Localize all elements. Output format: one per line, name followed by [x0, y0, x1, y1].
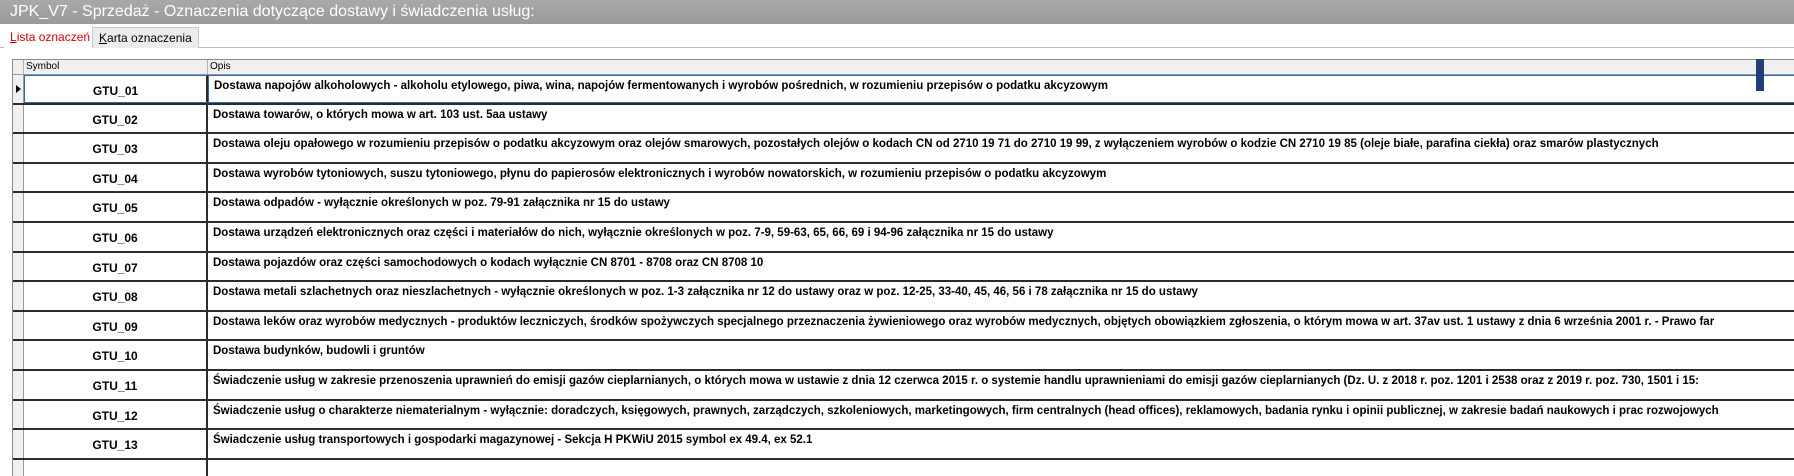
cell-opis[interactable]: Dostawa oleju opałowego w rozumieniu przepisów o podatku akcyzowym oraz olejów smarowych, pozostałych olejów o kodach CN od 2710 19 71 do 2710 19 99, z wyłączeniem wyrobów o kodzie CN 2710 19 85 (oleje białe, parafina ciekła) oraz smarów plastycznych — [213, 138, 1659, 151]
header-opis[interactable]: Opis — [210, 61, 231, 72]
table-row[interactable] — [13, 223, 1794, 253]
cell-symbol[interactable]: GTU_03 — [24, 134, 208, 162]
window-title: JPK_V7 - Sprzedaż - Oznaczenia dotyczące dostawy i świadczenia usług: — [0, 0, 1794, 24]
cell-symbol[interactable] — [24, 460, 208, 476]
row-indicator[interactable] — [13, 105, 24, 133]
row-indicator[interactable] — [13, 312, 24, 340]
tab-lista-oznaczen[interactable] — [4, 27, 96, 48]
cell-symbol[interactable]: GTU_11 — [24, 371, 208, 399]
cell-symbol[interactable]: GTU_05 — [24, 193, 208, 221]
table-row[interactable] — [13, 75, 1794, 105]
cell-symbol[interactable]: GTU_13 — [24, 430, 208, 458]
tab-lista-oznaczen-hotkey: L — [10, 30, 17, 44]
cell-symbol[interactable]: GTU_04 — [24, 164, 208, 192]
cell-opis[interactable]: Świadczenie usług w zakresie przenoszenia uprawnień do emisji gazów cieplarnianych, o których mowa w ustawie z dnia 12 czerwca 2015 r. o systemie handlu uprawnieniami do emisji gazów cieplarnianych (Dz. U. z 2018 r. poz. 1201 i 2538 oraz z 2019 r. poz. 730, 1501 i 15: — [213, 374, 1699, 387]
cell-opis[interactable]: Dostawa towarów, o których mowa w art. 103 ust. 5aa ustawy — [213, 108, 548, 121]
row-indicator[interactable] — [13, 371, 24, 399]
tab-lista-oznaczen-label: ista oznaczeń — [16, 30, 91, 44]
cell-opis[interactable]: Dostawa leków oraz wyrobów medycznych - produktów leczniczych, środków spożywczych specjalnego przeznaczenia żywieniowego oraz wyrobów medycznych, objętych obowiązkiem zgłoszenia, o którym mowa w art. 37av ust. 1 ustawy z dnia 6 września 2001 r. - Prawo far — [213, 315, 1715, 328]
table-row[interactable] — [13, 401, 1794, 431]
cell-opis[interactable]: Dostawa urządzeń elektronicznych oraz części i materiałów do nich, wyłącznie określonych w poz. 7-9, 59-63, 65, 66, 69 i 94-96 załącznika nr 15 do ustawy — [213, 226, 1054, 239]
row-indicator[interactable] — [13, 401, 24, 429]
tab-karta-oznaczenia-label: arta oznaczenia — [107, 31, 192, 45]
cell-opis[interactable]: Dostawa napojów alkoholowych - alkoholu etylowego, piwa, wina, napojów fermentowanych i wyrobów pośrednich, w rozumieniu przepisów o podatku akcyzowym — [208, 75, 1794, 103]
cell-symbol[interactable]: GTU_10 — [24, 341, 208, 369]
cell-opis[interactable]: Dostawa pojazdów oraz części samochodowych o kodach wyłącznie CN 8701 - 8708 oraz CN 8708 10 — [213, 256, 764, 269]
cell-opis[interactable]: Dostawa budynków, budowli i gruntów — [213, 345, 425, 358]
row-indicator[interactable] — [13, 341, 24, 369]
tab-bar — [0, 24, 1794, 48]
table-row[interactable] — [13, 193, 1794, 223]
current-row-arrow-icon — [16, 85, 21, 93]
tab-karta-oznaczenia-hotkey: K — [99, 31, 108, 45]
table-row[interactable] — [13, 430, 1794, 460]
cell-symbol[interactable]: GTU_08 — [24, 282, 208, 310]
table-row[interactable] — [13, 341, 1794, 371]
scrollbar-thumb[interactable] — [1756, 59, 1764, 91]
cell-symbol[interactable]: GTU_07 — [24, 253, 208, 281]
row-indicator[interactable] — [13, 253, 24, 281]
row-indicator[interactable] — [13, 134, 24, 162]
cell-symbol[interactable]: GTU_02 — [24, 105, 208, 133]
cell-symbol[interactable]: GTU_09 — [24, 312, 208, 340]
cell-opis[interactable]: Świadczenie usług transportowych i gospodarki magazynowej - Sekcja H PKWiU 2015 symbol ex 49.4, ex 52.1 — [213, 434, 813, 447]
row-indicator[interactable] — [13, 164, 24, 192]
cell-symbol[interactable]: GTU_12 — [24, 401, 208, 429]
cell-symbol[interactable]: GTU_06 — [24, 223, 208, 251]
cell-opis[interactable]: Dostawa metali szlachetnych oraz nieszlachetnych - wyłącznie określonych w poz. 1-3 załącznika nr 12 do ustawy oraz w poz. 12-25, 33-40, 45, 46, 56 i 78 załącznika nr 15 do ustawy — [213, 286, 1198, 299]
row-indicator[interactable] — [13, 460, 24, 476]
grid-header — [13, 60, 1794, 75]
tab-karta-oznaczenia[interactable] — [92, 27, 199, 48]
empty-row[interactable] — [13, 460, 1794, 476]
table-row[interactable] — [13, 312, 1794, 342]
table-row[interactable] — [13, 282, 1794, 312]
header-indicator — [13, 60, 24, 74]
table-row[interactable] — [13, 134, 1794, 164]
cell-symbol[interactable]: GTU_01 — [24, 75, 208, 103]
table-row[interactable] — [13, 371, 1794, 401]
header-symbol[interactable]: Symbol — [24, 60, 208, 74]
cell-opis[interactable]: Dostawa wyrobów tytoniowych, suszu tytoniowego, płynu do papierosów elektronicznych i wyrobów nowatorskich, w rozumieniu przepisów o podatku akcyzowym — [213, 167, 1107, 180]
table-row[interactable] — [13, 164, 1794, 194]
designations-grid[interactable] — [12, 59, 1794, 476]
table-row[interactable] — [13, 253, 1794, 283]
row-indicator[interactable] — [13, 282, 24, 310]
grid-rows — [13, 75, 1794, 476]
cell-opis[interactable]: Dostawa odpadów - wyłącznie określonych w poz. 79-91 załącznika nr 15 do ustawy — [213, 197, 670, 210]
cell-opis[interactable]: Świadczenie usług o charakterze niematerialnym - wyłącznie: doradczych, księgowych, prawnych, zarządczych, szkoleniowych, marketingowych, firm centralnych (head offices), reklamowych, badania rynku i opinii publicznej, w zakresie badań naukowych i prac rozwojowych — [213, 404, 1719, 417]
table-row[interactable] — [13, 105, 1794, 135]
row-indicator[interactable] — [13, 193, 24, 221]
row-indicator[interactable] — [13, 430, 24, 458]
row-indicator[interactable] — [13, 75, 24, 103]
row-indicator[interactable] — [13, 223, 24, 251]
